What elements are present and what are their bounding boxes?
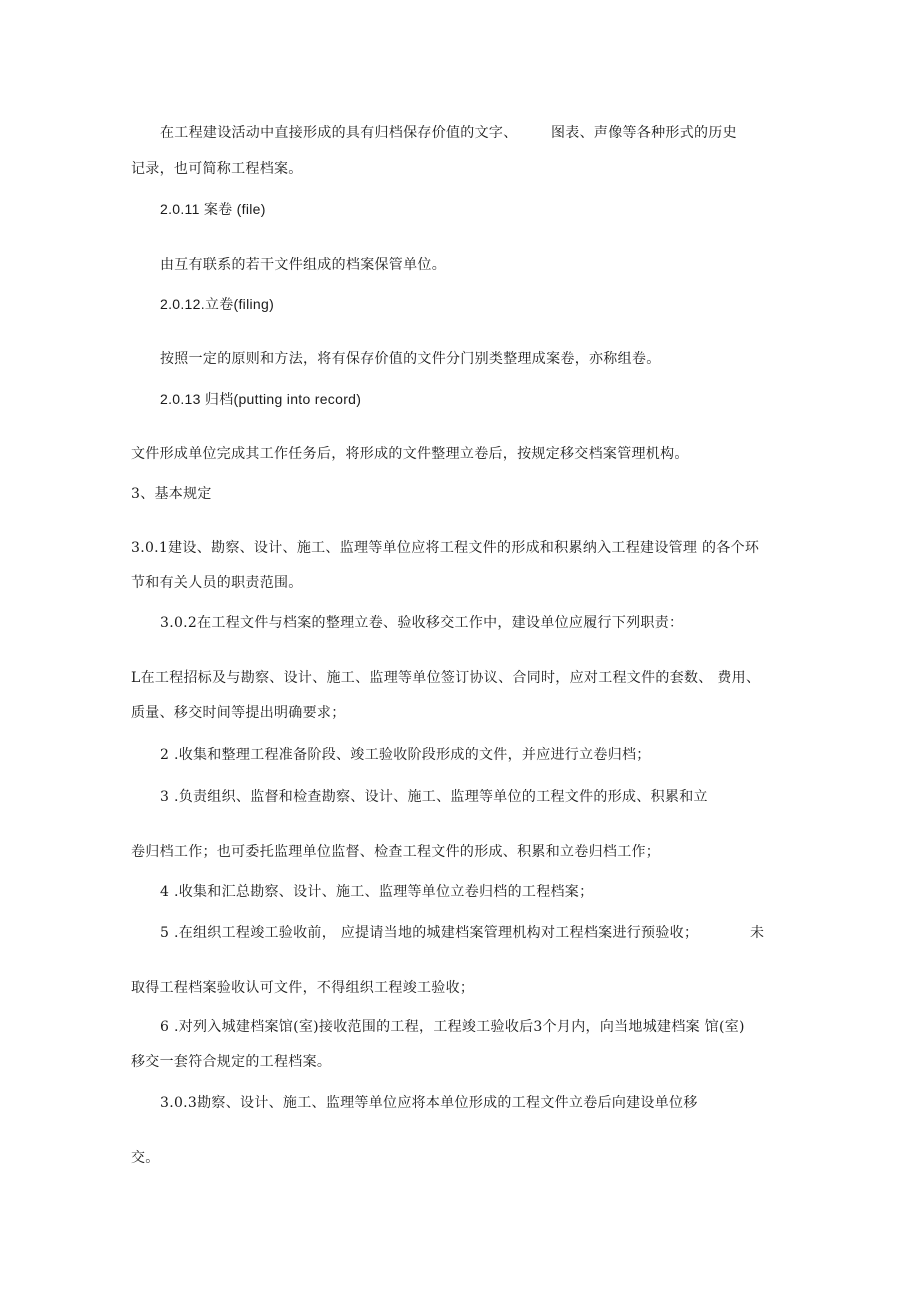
- paragraph-line: 文件形成单位完成其工作任务后，将形成的文件整理立卷后，按规定移交档案管理机构。: [131, 446, 689, 462]
- paragraph-line: 3.0.2在工程文件与档案的整理立卷、验收移交工作中，建设单位应履行下列职责：: [160, 615, 684, 631]
- paragraph-line: 3.0.1建设、勘察、设计、施工、监理等单位应将工程文件的形成和积累纳入工程建设管理 的各个环: [131, 540, 760, 556]
- paragraph-line: 记录，也可简称工程档案。: [131, 161, 303, 177]
- paragraph-line: 图表、声像等各种形式的历史: [551, 125, 737, 141]
- list-item: 4 .收集和汇总勘察、设计、施工、监理等单位立卷归档的工程档案；: [160, 884, 594, 900]
- list-item: 卷归档工作；也可委托监理单位监督、检查工程文件的形成、积累和立卷归档工作；: [131, 844, 661, 860]
- list-item: 移交一套符合规定的工程档案。: [131, 1054, 332, 1070]
- list-item: 取得工程档案验收认可文件，不得组织工程竣工验收；: [131, 980, 475, 996]
- list-item: 6 .对列入城建档案馆(室)接收范围的工程，工程竣工验收后3个月内，向当地城建档案 馆(室): [160, 1019, 745, 1035]
- term-heading: 2.0.11 案卷 (file): [160, 201, 266, 217]
- list-item: L在工程招标及与勘察、设计、施工、监理等单位签订协议、合同时，应对工程文件的套数、 费用、: [131, 670, 761, 686]
- list-item: 5 .在组织工程竣工验收前， 应提请当地的城建档案管理机构对工程档案进行预验收；: [160, 925, 699, 941]
- term-heading: 2.0.13 归档(putting into record): [160, 391, 362, 407]
- list-item: 未: [750, 925, 765, 941]
- paragraph-line: 按照一定的原则和方法，将有保存价值的文件分门别类整理成案卷，亦称组卷。: [160, 351, 661, 367]
- list-item: 3 .负责组织、监督和检查勘察、设计、施工、监理等单位的工程文件的形成、积累和立: [160, 789, 708, 805]
- paragraph-line: 3.0.3勘察、设计、施工、监理等单位应将本单位形成的工程文件立卷后向建设单位移: [160, 1095, 698, 1111]
- section-heading: 3、基本规定: [131, 486, 212, 502]
- paragraph-line: 在工程建设活动中直接形成的具有归档保存价值的文字、: [160, 125, 518, 141]
- term-heading: 2.0.12.立卷(filing): [160, 296, 275, 312]
- paragraph-line: 由互有联系的若干文件组成的档案保管单位。: [160, 257, 446, 273]
- paragraph-line: 交。: [131, 1150, 160, 1166]
- paragraph-line: 节和有关人员的职责范围。: [131, 575, 303, 591]
- list-item: 2 .收集和整理工程准备阶段、竣工验收阶段形成的文件，并应进行立卷归档；: [160, 747, 651, 763]
- list-item: 质量、移交时间等提出明确要求；: [131, 705, 346, 721]
